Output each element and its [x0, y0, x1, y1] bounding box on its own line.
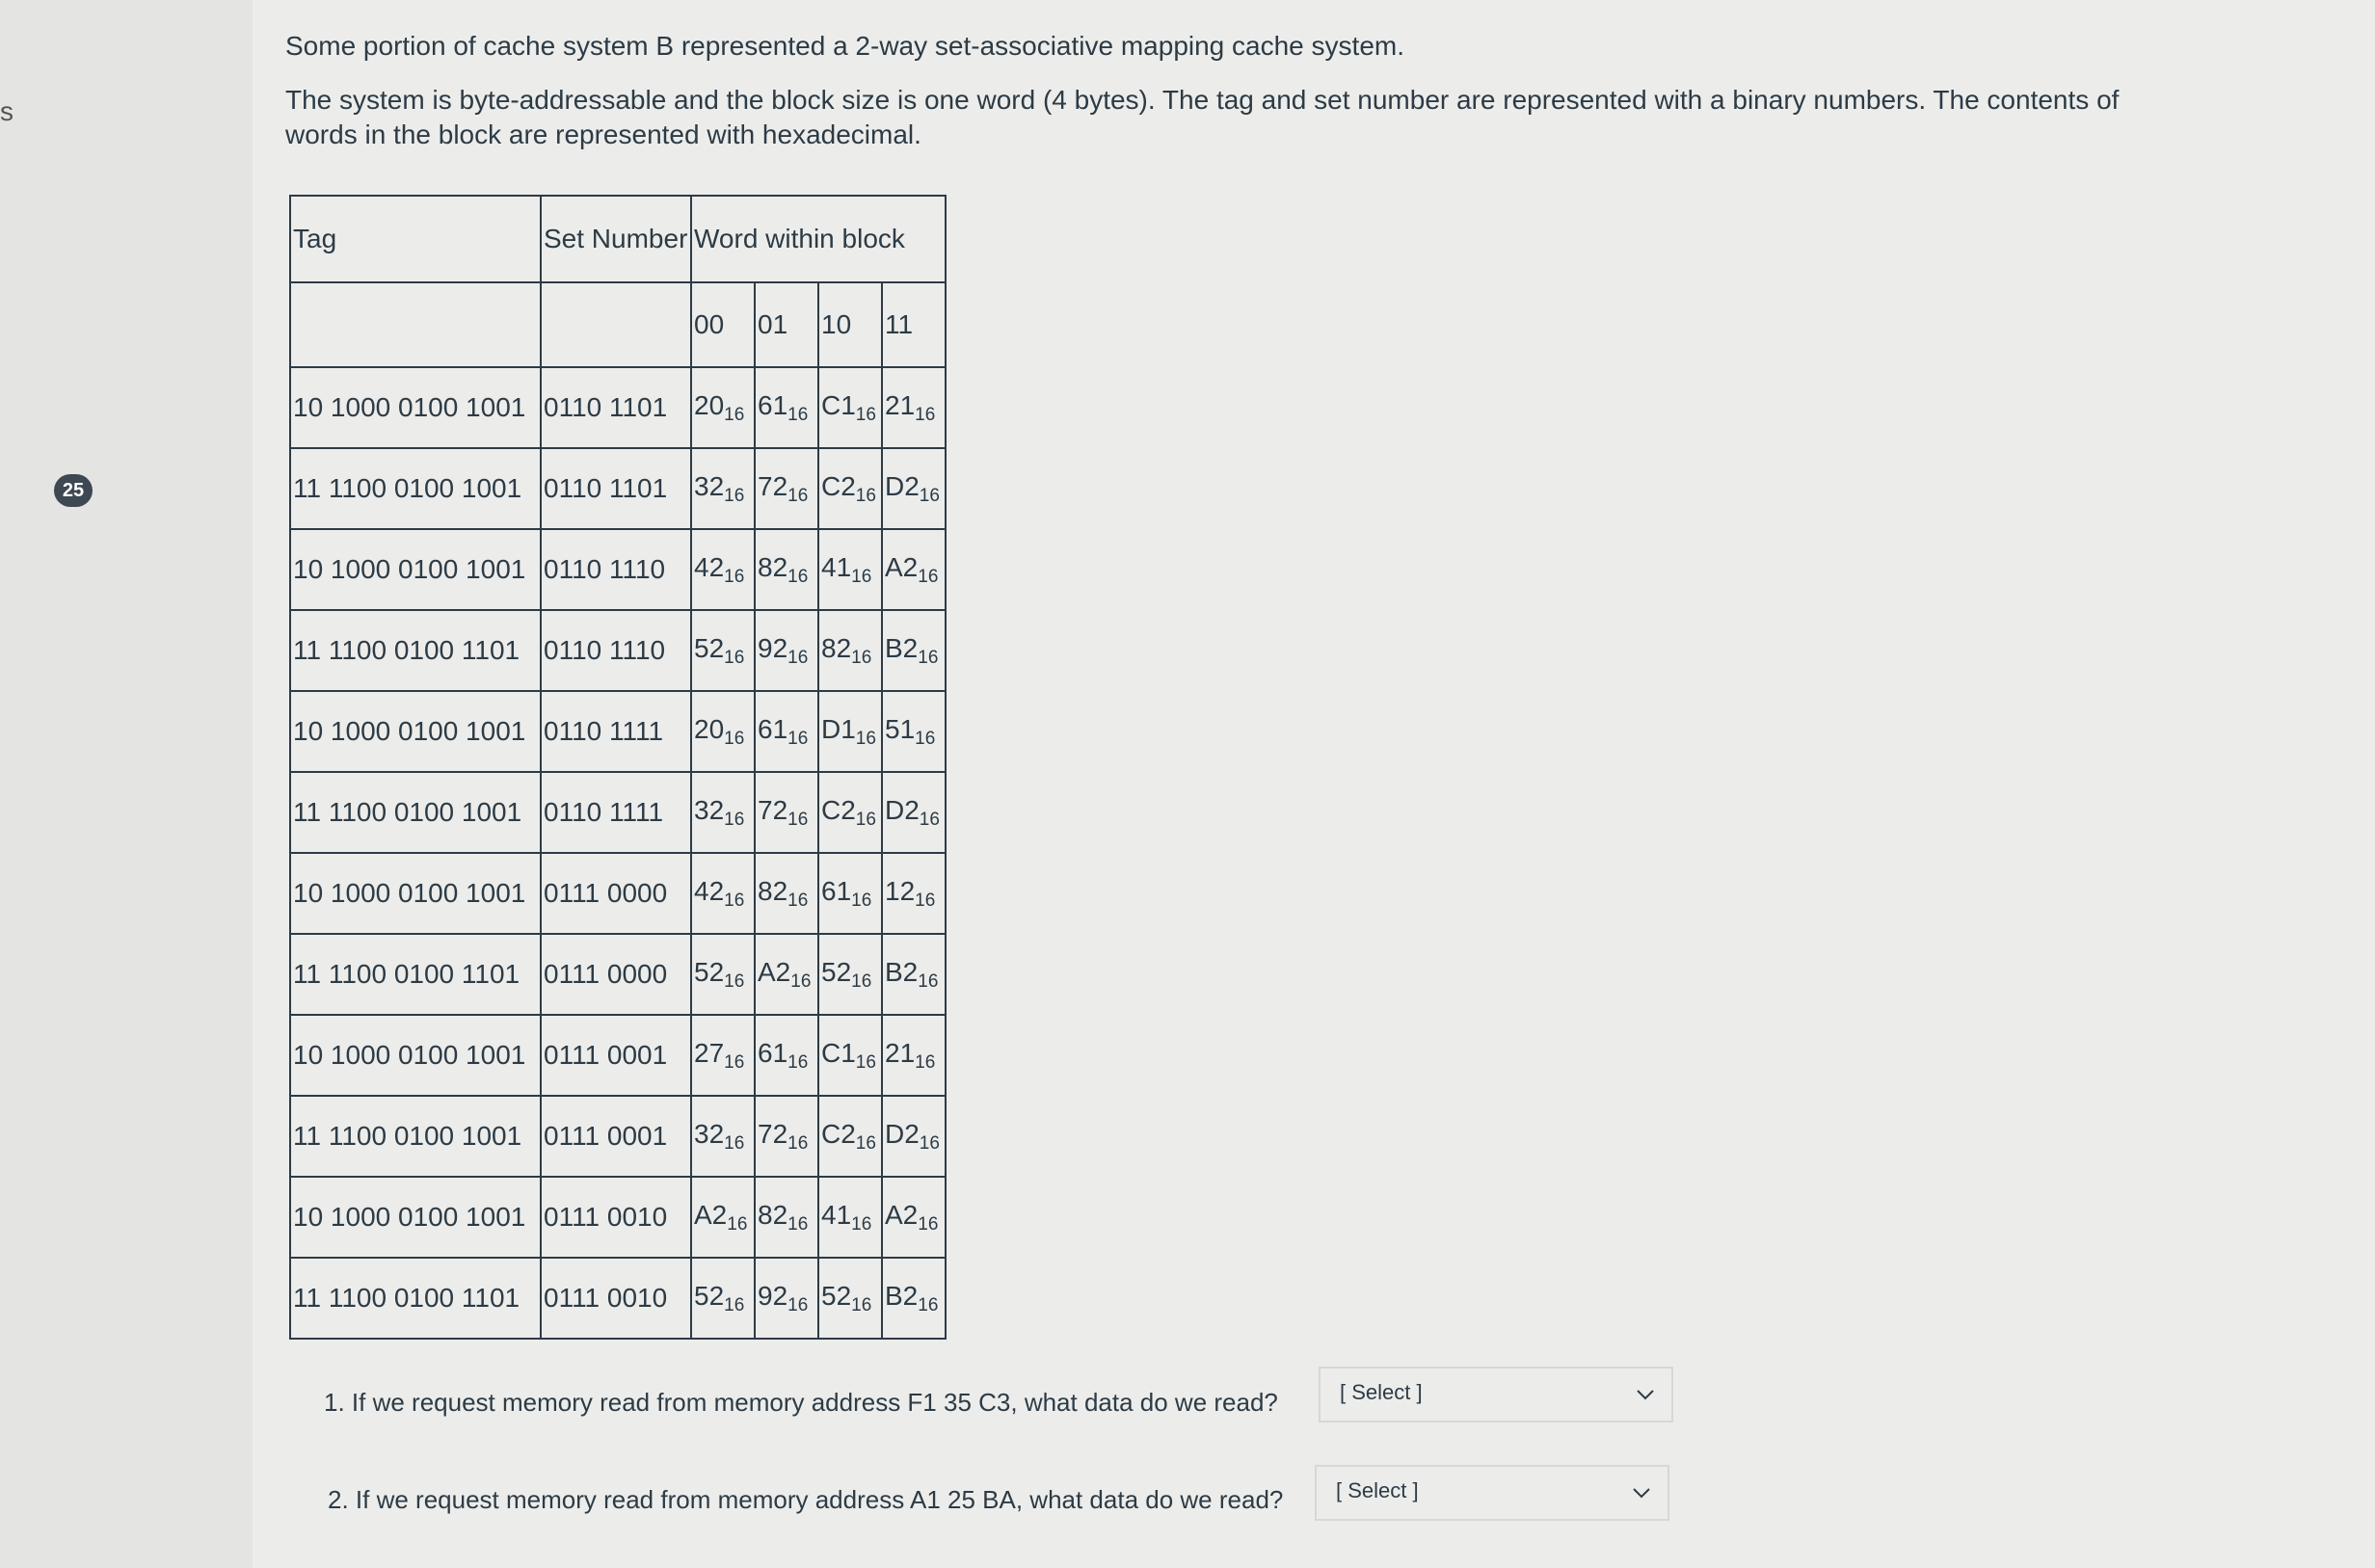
word-cell: [882, 1015, 946, 1096]
hex-subscript: 16: [855, 404, 876, 425]
hex-subscript: 16: [787, 809, 809, 830]
set-number-cell: 0111 0001: [541, 1096, 691, 1177]
edge-mark: s: [0, 96, 13, 126]
word-value: 20: [694, 713, 725, 744]
hex-subscript: 16: [724, 890, 745, 911]
offset-11: 11: [882, 282, 946, 367]
word-value: 72: [758, 794, 788, 825]
word-cell: [882, 529, 946, 610]
word-cell: [882, 1177, 946, 1258]
question-2-select[interactable]: [1315, 1465, 1669, 1521]
word-value: B2: [885, 1280, 919, 1311]
table-offset-row: [290, 282, 946, 367]
word-value: 61: [758, 389, 788, 420]
word-cell: [755, 691, 818, 772]
hex-subscript: 16: [724, 647, 745, 668]
tag-cell: 11 1100 0100 1001: [290, 448, 541, 529]
word-cell: [691, 610, 755, 691]
word-cell: [818, 853, 882, 934]
word-value: 52: [694, 956, 725, 987]
hex-subscript: 16: [855, 1051, 876, 1073]
hex-subscript: 16: [918, 970, 939, 992]
word-cell: [818, 367, 882, 448]
offset-01: 01: [755, 282, 818, 367]
word-value: A2: [694, 1199, 728, 1230]
word-cell: [691, 448, 755, 529]
word-value: 72: [758, 470, 788, 501]
word-value: 61: [758, 1037, 788, 1068]
table-row: [290, 934, 946, 1015]
table-row: [290, 1258, 946, 1339]
set-number-cell: 0110 1110: [541, 610, 691, 691]
word-value: 41: [821, 551, 852, 582]
table-row: [290, 529, 946, 610]
hex-subscript: 16: [787, 1294, 809, 1316]
hex-subscript: 16: [919, 809, 940, 830]
hex-subscript: 16: [855, 485, 876, 506]
tag-cell: 10 1000 0100 1001: [290, 853, 541, 934]
table-row: [290, 691, 946, 772]
cache-table: [289, 195, 947, 1340]
hex-subscript: 16: [918, 647, 939, 668]
table-row: [290, 610, 946, 691]
word-cell: [818, 772, 882, 853]
word-value: 27: [694, 1037, 725, 1068]
table-row: [290, 367, 946, 448]
hex-subscript: 16: [724, 1294, 745, 1316]
word-cell: [882, 448, 946, 529]
hex-subscript: 16: [724, 728, 745, 749]
table-header-row: [290, 196, 946, 282]
word-cell: [818, 610, 882, 691]
word-value: B2: [885, 956, 919, 987]
hex-subscript: 16: [855, 809, 876, 830]
word-cell: [691, 772, 755, 853]
word-cell: [691, 1258, 755, 1339]
word-value: 42: [694, 875, 725, 906]
word-value: D2: [885, 1118, 920, 1149]
hex-subscript: 16: [727, 1213, 748, 1235]
word-value: 42: [694, 551, 725, 582]
hex-subscript: 16: [787, 1051, 809, 1073]
word-cell: [818, 691, 882, 772]
word-value: 82: [758, 1199, 788, 1230]
hex-subscript: 16: [724, 970, 745, 992]
table-row: [290, 1096, 946, 1177]
word-cell: [691, 367, 755, 448]
hex-subscript: 16: [787, 647, 809, 668]
word-value: 82: [758, 875, 788, 906]
hex-subscript: 16: [787, 485, 809, 506]
word-cell: [882, 1258, 946, 1339]
word-value: 20: [694, 389, 725, 420]
question-number-badge: 25: [54, 474, 93, 507]
word-cell: [755, 610, 818, 691]
word-cell: [882, 934, 946, 1015]
tag-cell: 10 1000 0100 1001: [290, 1177, 541, 1258]
word-cell: [818, 1177, 882, 1258]
word-value: 61: [758, 713, 788, 744]
hex-subscript: 16: [787, 404, 809, 425]
header-word-within-block: Word within block: [691, 196, 946, 282]
select-placeholder: [ Select ]: [1336, 1478, 1419, 1502]
set-number-cell: 0110 1111: [541, 691, 691, 772]
word-cell: [691, 1177, 755, 1258]
word-cell: [755, 772, 818, 853]
word-cell: [755, 529, 818, 610]
tag-cell: 10 1000 0100 1001: [290, 691, 541, 772]
tag-cell: 10 1000 0100 1001: [290, 1015, 541, 1096]
word-value: C2: [821, 794, 856, 825]
hex-subscript: 16: [918, 1213, 939, 1235]
hex-subscript: 16: [915, 728, 936, 749]
word-value: 82: [821, 632, 852, 663]
hex-subscript: 16: [787, 728, 809, 749]
question-intro: [285, 29, 2136, 172]
hex-subscript: 16: [787, 1132, 809, 1154]
tag-cell: 10 1000 0100 1001: [290, 367, 541, 448]
word-value: 72: [758, 1118, 788, 1149]
word-cell: [882, 1096, 946, 1177]
word-value: C2: [821, 1118, 856, 1149]
word-cell: [818, 529, 882, 610]
hex-subscript: 16: [915, 890, 936, 911]
set-number-cell: 0111 0000: [541, 853, 691, 934]
chevron-down-icon: [1631, 1482, 1652, 1503]
empty-cell: [541, 282, 691, 367]
hex-subscript: 16: [855, 728, 876, 749]
hex-subscript: 16: [919, 1132, 940, 1154]
word-value: 52: [694, 632, 725, 663]
hex-subscript: 16: [724, 1132, 745, 1154]
table-row: [290, 1177, 946, 1258]
word-value: B2: [885, 632, 919, 663]
hex-subscript: 16: [855, 1132, 876, 1154]
hex-subscript: 16: [918, 1294, 939, 1316]
set-number-cell: 0110 1110: [541, 529, 691, 610]
word-cell: [691, 934, 755, 1015]
offset-00: 00: [691, 282, 755, 367]
hex-subscript: 16: [851, 647, 872, 668]
tag-cell: 10 1000 0100 1001: [290, 529, 541, 610]
word-value: 32: [694, 1118, 725, 1149]
hex-subscript: 16: [790, 970, 812, 992]
word-value: 21: [885, 1037, 916, 1068]
word-cell: [691, 529, 755, 610]
word-value: 52: [821, 1280, 852, 1311]
word-cell: [691, 853, 755, 934]
word-cell: [818, 1096, 882, 1177]
word-cell: [691, 1096, 755, 1177]
hex-subscript: 16: [787, 1213, 809, 1235]
tag-cell: 11 1100 0100 1001: [290, 772, 541, 853]
set-number-cell: 0110 1101: [541, 448, 691, 529]
word-cell: [755, 934, 818, 1015]
intro-line-2: The system is byte-addressable and the block size is one word (4 bytes). The tag and set number are represented with a binary numbers. The contents of words in the block are represented with hexadecimal.: [285, 85, 2120, 149]
word-value: 32: [694, 794, 725, 825]
word-cell: [818, 1015, 882, 1096]
word-value: 82: [758, 551, 788, 582]
word-cell: [755, 1096, 818, 1177]
word-value: A2: [885, 1199, 919, 1230]
set-number-cell: 0111 0001: [541, 1015, 691, 1096]
table-row: [290, 772, 946, 853]
word-cell: [691, 691, 755, 772]
hex-subscript: 16: [787, 890, 809, 911]
table-row: [290, 1015, 946, 1096]
word-cell: [755, 1015, 818, 1096]
word-value: 52: [821, 956, 852, 987]
word-cell: [818, 448, 882, 529]
word-value: 41: [821, 1199, 852, 1230]
word-cell: [882, 772, 946, 853]
set-number-cell: 0111 0010: [541, 1258, 691, 1339]
hex-subscript: 16: [915, 404, 936, 425]
word-value: 32: [694, 470, 725, 501]
hex-subscript: 16: [724, 485, 745, 506]
word-value: D2: [885, 794, 920, 825]
word-value: 61: [821, 875, 852, 906]
question-1-text: 1. If we request memory read from memory address F1 35 C3, what data do we read?: [324, 1388, 1278, 1417]
word-cell: [691, 1015, 755, 1096]
header-set-number: Set Number: [541, 196, 691, 282]
word-cell: [882, 367, 946, 448]
hex-subscript: 16: [851, 1294, 872, 1316]
word-value: 92: [758, 632, 788, 663]
word-value: 12: [885, 875, 916, 906]
word-value: C1: [821, 1037, 856, 1068]
tag-cell: 11 1100 0100 1101: [290, 934, 541, 1015]
hex-subscript: 16: [851, 890, 872, 911]
hex-subscript: 16: [724, 809, 745, 830]
hex-subscript: 16: [724, 566, 745, 587]
set-number-cell: 0111 0000: [541, 934, 691, 1015]
word-cell: [755, 1258, 818, 1339]
question-2-text: 2. If we request memory read from memory address A1 25 BA, what data do we read?: [328, 1485, 1284, 1514]
table-row: [290, 448, 946, 529]
hex-subscript: 16: [724, 404, 745, 425]
header-tag: Tag: [290, 196, 541, 282]
hex-subscript: 16: [915, 1051, 936, 1073]
word-value: 92: [758, 1280, 788, 1311]
word-cell: [755, 448, 818, 529]
left-rail: [0, 0, 253, 1568]
word-cell: [818, 934, 882, 1015]
hex-subscript: 16: [919, 485, 940, 506]
tag-cell: 11 1100 0100 1001: [290, 1096, 541, 1177]
hex-subscript: 16: [724, 1051, 745, 1073]
word-cell: [882, 610, 946, 691]
hex-subscript: 16: [787, 566, 809, 587]
word-value: 21: [885, 389, 916, 420]
word-value: C1: [821, 389, 856, 420]
tag-cell: 11 1100 0100 1101: [290, 610, 541, 691]
empty-cell: [290, 282, 541, 367]
word-value: C2: [821, 470, 856, 501]
offset-10: 10: [818, 282, 882, 367]
question-1-select[interactable]: [1319, 1367, 1673, 1422]
hex-subscript: 16: [918, 566, 939, 587]
intro-line-1: Some portion of cache system B represented a 2-way set-associative mapping cache system.: [285, 31, 1404, 61]
word-cell: [818, 1258, 882, 1339]
word-value: 51: [885, 713, 916, 744]
set-number-cell: 0110 1111: [541, 772, 691, 853]
word-cell: [755, 853, 818, 934]
hex-subscript: 16: [851, 566, 872, 587]
hex-subscript: 16: [851, 1213, 872, 1235]
word-value: 52: [694, 1280, 725, 1311]
select-placeholder: [ Select ]: [1340, 1380, 1423, 1404]
word-value: D1: [821, 713, 856, 744]
chevron-down-icon: [1635, 1384, 1656, 1405]
word-cell: [755, 367, 818, 448]
word-cell: [755, 1177, 818, 1258]
word-value: A2: [885, 551, 919, 582]
word-cell: [882, 691, 946, 772]
table-row: [290, 853, 946, 934]
hex-subscript: 16: [851, 970, 872, 992]
set-number-cell: 0110 1101: [541, 367, 691, 448]
word-cell: [882, 853, 946, 934]
word-value: A2: [758, 956, 791, 987]
tag-cell: 11 1100 0100 1101: [290, 1258, 541, 1339]
word-value: D2: [885, 470, 920, 501]
set-number-cell: 0111 0010: [541, 1177, 691, 1258]
